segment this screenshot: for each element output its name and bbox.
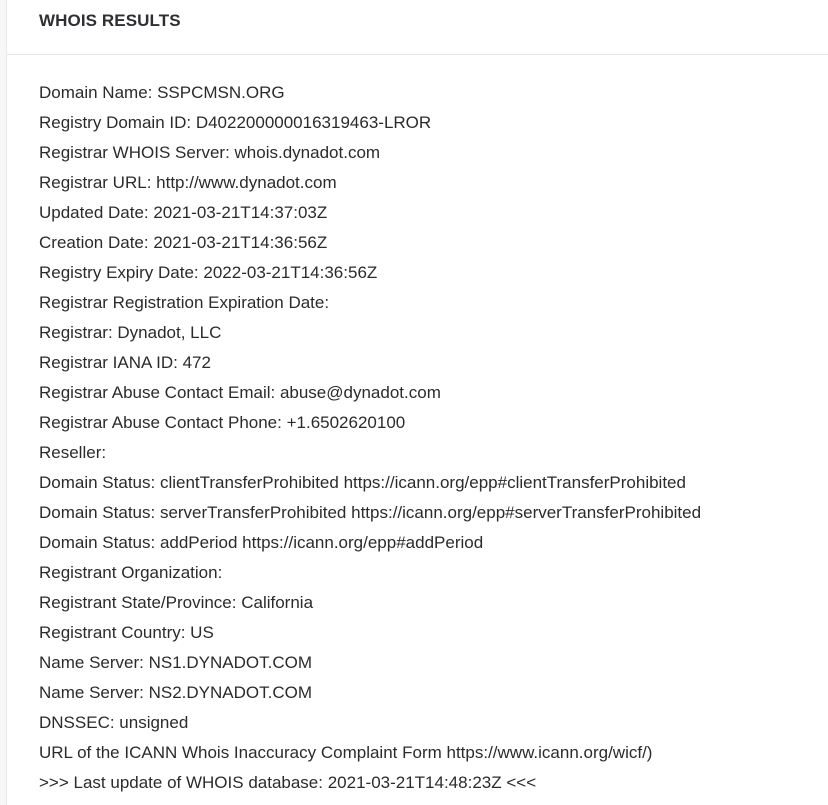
- whois-line-creation-date: Creation Date: 2021-03-21T14:36:56Z: [39, 233, 328, 252]
- whois-line-registrar-whois-server: Registrar WHOIS Server: whois.dynadot.com: [39, 143, 381, 162]
- whois-line-status-add-period: Domain Status: addPeriod https://icann.org/epp#addPeriod: [39, 533, 484, 552]
- whois-line-registrar: Registrar: Dynadot, LLC: [39, 323, 222, 342]
- whois-line-registry-expiry-date: Registry Expiry Date: 2022-03-21T14:36:56Z: [39, 263, 378, 282]
- whois-line-registrar-iana-id: Registrar IANA ID: 472: [39, 353, 211, 372]
- whois-results-card: [6, 0, 828, 805]
- whois-line-registrar-url: Registrar URL: http://www.dynadot.com: [39, 173, 337, 192]
- whois-line-registrant-country: Registrant Country: US: [39, 623, 214, 642]
- whois-line-abuse-email: Registrar Abuse Contact Email: abuse@dynadot.com: [39, 383, 441, 402]
- whois-line-domain-name: Domain Name: SSPCMSN.ORG: [39, 83, 285, 102]
- whois-line-dnssec: DNSSEC: unsigned: [39, 713, 189, 732]
- whois-line-status-server-transfer: Domain Status: serverTransferProhibited https://icann.org/epp#serverTransferProhibited: [39, 503, 702, 522]
- whois-line-updated-date: Updated Date: 2021-03-21T14:37:03Z: [39, 203, 328, 222]
- whois-line-registrar-expiration-date: Registrar Registration Expiration Date:: [39, 293, 330, 312]
- whois-line-reseller: Reseller:: [39, 443, 107, 462]
- whois-line-registry-domain-id: Registry Domain ID: D402200000016319463-LROR: [39, 113, 432, 132]
- whois-line-name-server-1: Name Server: NS1.DYNADOT.COM: [39, 653, 312, 672]
- whois-line-abuse-phone: Registrar Abuse Contact Phone: +1.6502620100: [39, 413, 406, 432]
- whois-line-registrant-state: Registrant State/Province: California: [39, 593, 314, 612]
- card-header: [7, 0, 828, 55]
- whois-line-name-server-2: Name Server: NS2.DYNADOT.COM: [39, 683, 312, 702]
- whois-results-title: WHOIS RESULTS: [39, 11, 181, 30]
- whois-line-icann-complaint-url: URL of the ICANN Whois Inaccuracy Complaint Form https://www.icann.org/wicf/): [39, 743, 653, 762]
- whois-line-last-update: >>> Last update of WHOIS database: 2021-03-21T14:48:23Z <<<: [39, 773, 537, 792]
- whois-line-registrant-organization: Registrant Organization:: [39, 563, 223, 582]
- whois-line-status-client-transfer: Domain Status: clientTransferProhibited https://icann.org/epp#clientTransferProhibited: [39, 473, 686, 492]
- whois-record: [7, 55, 828, 798]
